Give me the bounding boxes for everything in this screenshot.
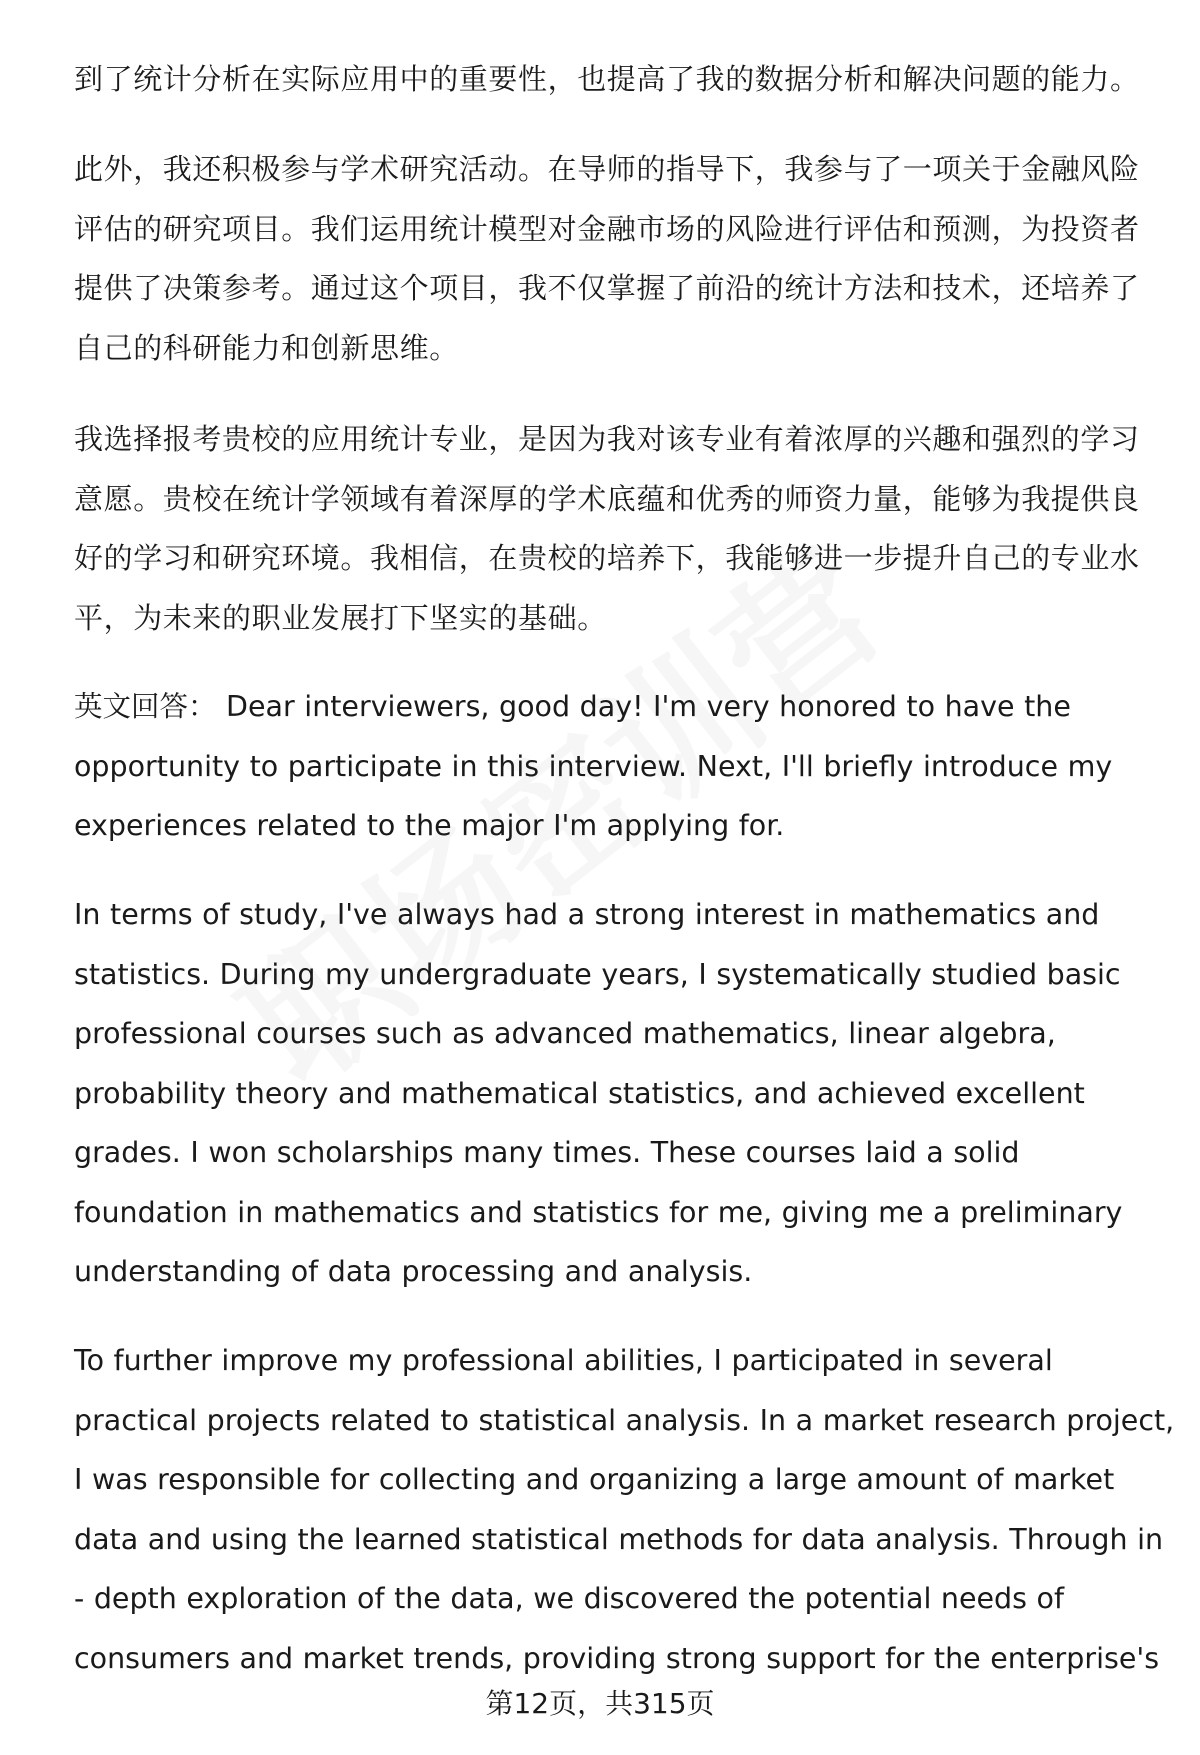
paragraph-2	[74, 140, 1154, 378]
text-line: grades. I won scholarships many times. These courses laid a solid	[74, 1136, 1020, 1169]
text-line: 评估的研究项目。我们运用统计模型对金融市场的风险进行评估和预测，为投资者	[74, 211, 1140, 246]
text-line: 意愿。贵校在统计学领域有着深厚的学术底蕴和优秀的师资力量，能够为我提供良	[74, 481, 1140, 516]
text-line: probability theory and mathematical statistics, and achieved excellent	[74, 1076, 1085, 1110]
paragraph-1	[74, 50, 1154, 110]
paragraph-5	[74, 885, 1154, 1302]
text-line: understanding of data processing and analysis.	[74, 1255, 753, 1288]
page-number-footer: 第12页，共315页	[485, 1687, 715, 1720]
text-line: 平，为未来的职业发展打下坚实的基础。	[74, 600, 607, 635]
text-line: 到了统计分析在实际应用中的重要性，也提高了我的数据分析和解决问题的能力。	[74, 62, 1140, 96]
text-line: 此外，我还积极参与学术研究活动。在导师的指导下，我参与了一项关于金融风险	[74, 152, 1140, 186]
text-line: 提供了决策参考。通过这个项目，我不仅掌握了前沿的统计方法和技术，还培养了	[74, 271, 1140, 305]
text-line: 好的学习和研究环境。我相信，在贵校的培养下，我能够进一步提升自己的专业水	[74, 541, 1140, 575]
text-line: practical projects related to statistical analysis. In a market research project,	[74, 1403, 1175, 1437]
text-line: 自己的科研能力和创新思维。	[74, 330, 459, 365]
text-line: 我选择报考贵校的应用统计专业，是因为我对该专业有着浓厚的兴趣和强烈的学习	[74, 422, 1140, 456]
paragraph-4	[74, 677, 1154, 856]
text-line: professional courses such as advanced mathematics, linear algebra,	[74, 1017, 1056, 1050]
text-line: 英文回答： Dear interviewers, good day! I'm very honored to have the	[74, 690, 1071, 723]
paragraph-3	[74, 410, 1154, 648]
text-line: statistics. During my undergraduate years, I systematically studied basic	[74, 957, 1121, 991]
text-line: experiences related to the major I'm applying for.	[74, 809, 785, 842]
text-line: I was responsible for collecting and organizing a large amount of market	[74, 1463, 1115, 1496]
paragraph-6	[74, 1331, 1175, 1688]
text-line: opportunity to participate in this interview. Next, I'll briefly introduce my	[74, 749, 1113, 783]
text-line: - depth exploration of the data, we discovered the potential needs of	[74, 1582, 1065, 1615]
text-line: data and using the learned statistical methods for data analysis. Through in	[74, 1522, 1164, 1556]
text-line: foundation in mathematics and statistics for me, giving me a preliminary	[74, 1195, 1123, 1229]
text-line: To further improve my professional abilities, I participated in several	[74, 1344, 1053, 1377]
text-line: In terms of study, I've always had a strong interest in mathematics and	[74, 898, 1100, 931]
text-line: consumers and market trends, providing strong support for the enterprise's	[74, 1641, 1160, 1675]
